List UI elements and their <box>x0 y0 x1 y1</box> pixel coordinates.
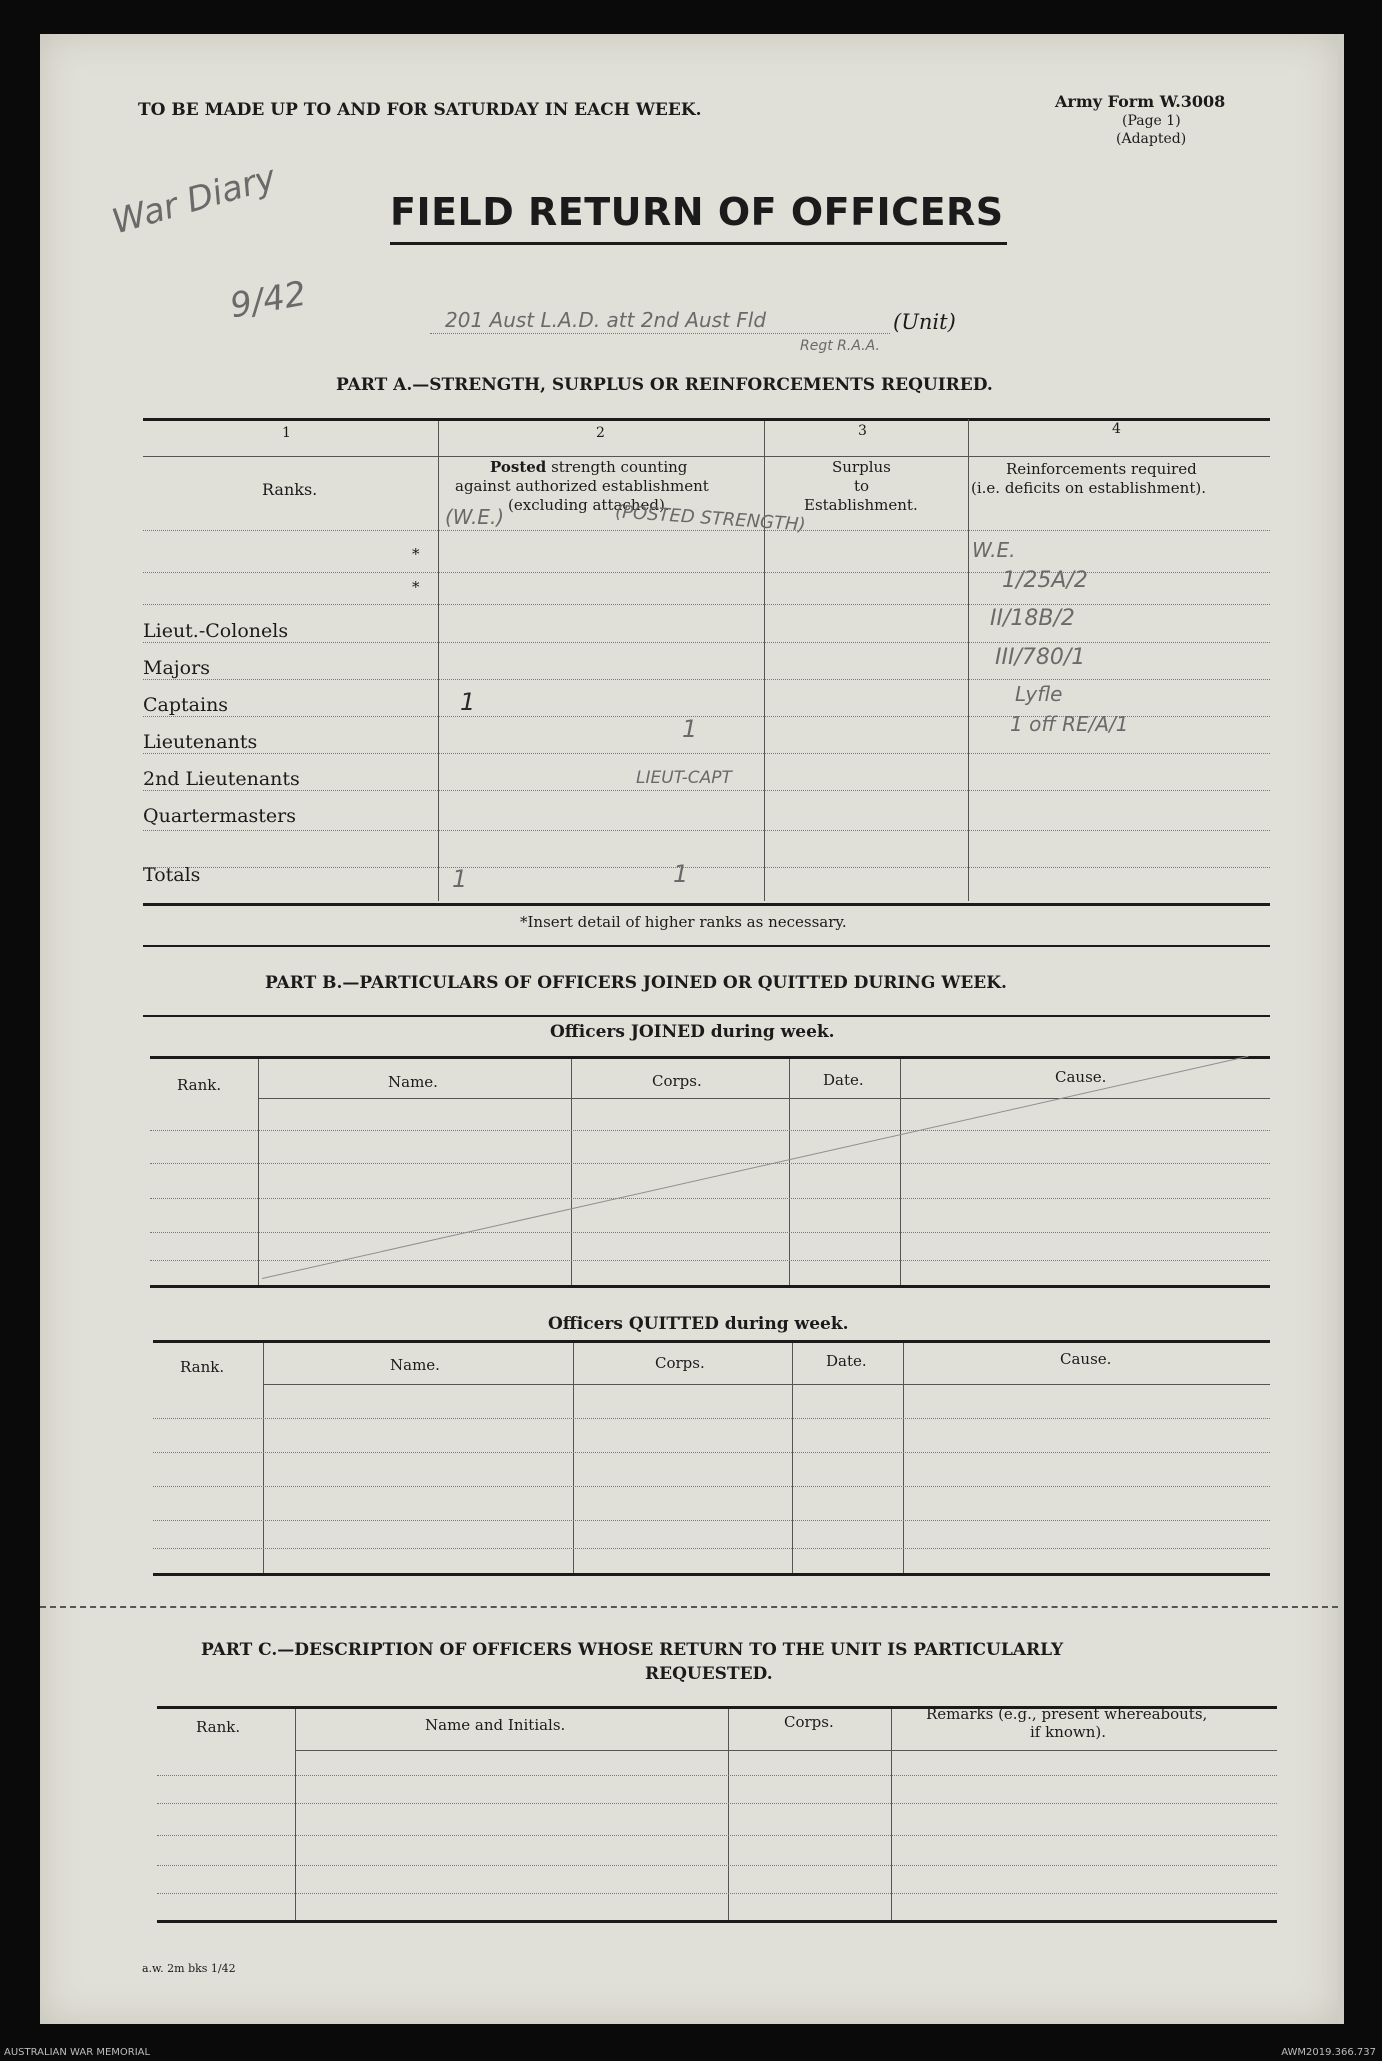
joined-row-line <box>150 1198 1270 1199</box>
page-edge <box>1338 34 1344 2024</box>
archive-footer <box>0 2046 1382 2061</box>
handwritten-unit: 201 Aust L.A.D. att 2nd Aust Fld <box>445 308 767 332</box>
part-a-row-line <box>143 530 1270 531</box>
handwritten-we-reinf: W.E. <box>972 538 1016 562</box>
header-instruction: TO BE MADE UP TO AND FOR SATURDAY IN EACH WEEK. <box>138 100 702 120</box>
part-c-row-line <box>157 1865 1277 1866</box>
joined-row-line <box>150 1130 1270 1131</box>
posted-header-line3: (excluding attached). <box>508 496 670 514</box>
col-number-1: 1 <box>282 425 291 441</box>
page-title: FIELD RETURN OF OFFICERS <box>390 190 1004 234</box>
quitted-col-date: Date. <box>826 1352 867 1370</box>
part-a-row-line <box>143 790 1270 791</box>
print-code: a.w. 2m bks 1/42 <box>142 1962 236 1975</box>
handwritten-unit-extra: Regt R.A.A. <box>800 338 880 354</box>
footer-right: AWM2019.366.737 <box>1281 2047 1376 2058</box>
rank-lieut-colonels: Lieut.-Colonels <box>143 620 289 642</box>
part-a-footnote-rule <box>143 945 1270 947</box>
part-c-col-rank: Rank. <box>196 1718 241 1736</box>
joined-bottom-rule <box>150 1285 1270 1288</box>
star-marker: * <box>412 578 420 596</box>
part-a-divider-2 <box>764 421 765 901</box>
part-c-heading-line1: PART C.—DESCRIPTION OF OFFICERS WHOSE RETURN TO THE UNIT IS PARTICULARLY <box>201 1640 1064 1660</box>
joined-col-date: Date. <box>823 1071 864 1089</box>
handwritten-reinf-4: Lyfle <box>1015 682 1063 706</box>
part-a-row-line <box>143 642 1270 643</box>
joined-title: Officers JOINED during week. <box>550 1022 835 1042</box>
handwritten-captains-count: 1 <box>460 688 476 716</box>
joined-col-cause: Cause. <box>1055 1068 1107 1086</box>
rank-quartermasters: Quartermasters <box>143 805 296 827</box>
quitted-divider-4 <box>903 1343 904 1573</box>
quitted-header-rule <box>263 1384 1270 1385</box>
reinf-header-line2: (i.e. deficits on establishment). <box>971 479 1206 497</box>
form-adapted: (Adapted) <box>1116 131 1187 147</box>
part-b-top-rule <box>143 1015 1270 1017</box>
quitted-row-line <box>153 1486 1270 1487</box>
part-c-col-remarks-line2: if known). <box>1030 1723 1107 1741</box>
quitted-bottom-rule <box>153 1573 1270 1576</box>
handwritten-lieut-capt: LIEUT-CAPT <box>636 768 732 788</box>
part-c-divider-2 <box>728 1709 729 1920</box>
col-number-2: 2 <box>596 425 605 441</box>
part-a-heading: PART A.—STRENGTH, SURPLUS OR REINFORCEMENTS REQUIRED. <box>336 375 993 395</box>
quitted-row-line <box>153 1520 1270 1521</box>
quitted-divider-3 <box>792 1343 793 1573</box>
part-a-bottom-rule <box>143 903 1270 906</box>
part-a-top-rule <box>143 418 1270 421</box>
rank-captains: Captains <box>143 694 229 716</box>
handwritten-lieutenants-count: 1 <box>682 715 698 743</box>
joined-divider-2 <box>571 1059 572 1285</box>
joined-col-name: Name. <box>388 1073 438 1091</box>
handwritten-war-diary: War Diary <box>107 157 281 243</box>
part-a-row-line <box>143 604 1270 605</box>
rank-totals: Totals <box>143 864 201 886</box>
part-a-row-line <box>143 830 1270 831</box>
reinf-header-line1: Reinforcements required <box>1006 460 1197 478</box>
form-page: (Page 1) <box>1122 113 1181 129</box>
part-a-row-line <box>143 572 1270 573</box>
rank-2nd-lieutenants: 2nd Lieutenants <box>143 768 300 790</box>
part-a-row-line <box>143 753 1270 754</box>
title-underline <box>390 242 1007 245</box>
part-a-row-line <box>143 679 1270 680</box>
part-c-row-line <box>157 1893 1277 1894</box>
col-number-4: 4 <box>1112 421 1121 437</box>
joined-divider-4 <box>900 1059 901 1285</box>
quitted-divider-2 <box>573 1343 574 1573</box>
part-b-heading: PART B.—PARTICULARS OF OFFICERS JOINED OR QUITTED DURING WEEK. <box>265 973 1007 993</box>
posted-header-line2: against authorized establishment <box>455 477 709 495</box>
handwritten-posted-strength: (POSTED STRENGTH) <box>614 501 807 536</box>
handwritten-we-posted: (W.E.) <box>445 505 505 529</box>
joined-row-line <box>150 1260 1270 1261</box>
handwritten-reinf-3: III/780/1 <box>995 645 1086 670</box>
handwritten-total-col1: 1 <box>452 865 468 893</box>
quitted-col-rank: Rank. <box>180 1358 225 1376</box>
quitted-col-cause: Cause. <box>1060 1350 1112 1368</box>
rank-lieutenants: Lieutenants <box>143 731 258 753</box>
joined-header-rule <box>258 1098 1270 1099</box>
joined-col-corps: Corps. <box>652 1072 702 1090</box>
part-a-divider-1 <box>438 421 439 901</box>
form-number: Army Form W.3008 <box>1055 92 1226 111</box>
handwritten-total-col2: 1 <box>673 860 689 888</box>
joined-divider-1 <box>258 1059 259 1285</box>
part-c-divider-3 <box>891 1709 892 1920</box>
star-marker: * <box>412 545 420 563</box>
quitted-col-corps: Corps. <box>655 1354 705 1372</box>
part-a-row-line <box>143 867 1270 868</box>
part-c-row-line <box>157 1803 1277 1804</box>
joined-row-line <box>150 1163 1270 1164</box>
surplus-header-line3: Establishment. <box>804 496 918 514</box>
quitted-row-line <box>153 1418 1270 1419</box>
unit-line <box>430 333 890 334</box>
quitted-col-name: Name. <box>390 1356 440 1374</box>
part-c-col-remarks-line1: Remarks (e.g., present whereabouts, <box>926 1705 1208 1723</box>
quitted-row-line <box>153 1452 1270 1453</box>
part-c-header-rule <box>295 1750 1277 1751</box>
posted-header-line1: Posted strength counting <box>490 458 688 476</box>
part-c-col-name: Name and Initials. <box>425 1716 566 1734</box>
part-c-col-corps: Corps. <box>784 1713 834 1731</box>
quitted-title: Officers QUITTED during week. <box>548 1314 849 1334</box>
quitted-top-rule <box>153 1340 1270 1343</box>
joined-divider-3 <box>789 1059 790 1285</box>
surplus-header-line1: Surplus <box>832 458 891 476</box>
part-a-number-rule <box>143 456 1270 457</box>
handwritten-date-ref: 9/42 <box>227 273 310 327</box>
quitted-row-line <box>153 1548 1270 1549</box>
part-c-row-line <box>157 1835 1277 1836</box>
handwritten-reinf-1: 1/25A/2 <box>1002 568 1088 593</box>
ranks-header: Ranks. <box>262 480 318 499</box>
joined-top-rule <box>150 1056 1270 1059</box>
joined-col-rank: Rank. <box>177 1076 222 1094</box>
joined-row-line <box>150 1232 1270 1233</box>
part-c-heading-line2: REQUESTED. <box>645 1664 773 1684</box>
col-number-3: 3 <box>858 423 867 439</box>
quitted-divider-1 <box>263 1343 264 1573</box>
part-c-bottom-rule <box>157 1920 1277 1923</box>
part-a-divider-3 <box>968 419 969 901</box>
rank-majors: Majors <box>143 657 210 679</box>
part-a-footnote: *Insert detail of higher ranks as necessary. <box>520 913 847 931</box>
part-c-row-line <box>157 1775 1277 1776</box>
footer-left: AUSTRALIAN WAR MEMORIAL <box>4 2047 151 2058</box>
handwritten-reinf-2: II/18B/2 <box>990 606 1075 631</box>
part-c-divider-1 <box>295 1709 296 1920</box>
perforation-line <box>40 1606 1338 1608</box>
unit-label: (Unit) <box>893 310 956 334</box>
handwritten-reinf-5: 1 off RE/A/1 <box>1010 712 1129 736</box>
surplus-header-line2: to <box>854 477 870 495</box>
